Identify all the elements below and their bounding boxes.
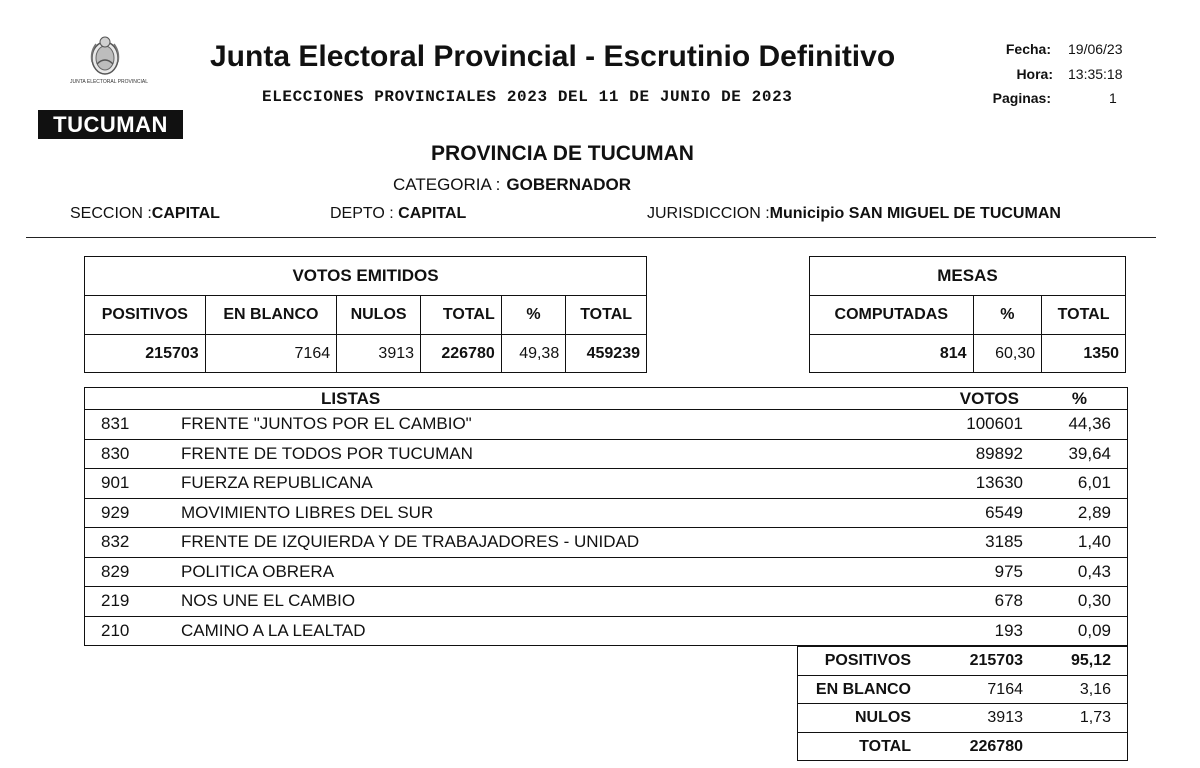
val-en-blanco: 7164: [205, 335, 336, 373]
listas-header-label: LISTAS: [321, 389, 381, 408]
fecha-label: Fecha:: [1005, 41, 1051, 57]
col-total-padron: TOTAL: [566, 296, 647, 335]
lista-number: 929: [101, 502, 130, 522]
lista-votos: 3185: [985, 532, 1023, 551]
page-subtitle: ELECCIONES PROVINCIALES 2023 DEL 11 DE JUNIO DE 2023: [262, 88, 793, 106]
lista-votos: 13630: [975, 473, 1023, 492]
depto-label: DEPTO :: [330, 205, 394, 222]
lista-pct: 0,09: [1077, 620, 1111, 640]
jurisdiccion: [647, 205, 1061, 223]
lista-number: 210: [101, 620, 130, 640]
summary-pct: 3,16: [1079, 680, 1111, 698]
summary-pct: 95,12: [1070, 652, 1111, 669]
val-pct: 49,38: [501, 335, 566, 373]
col-mesas-total: TOTAL: [1042, 296, 1126, 335]
votos-emitidos-title: VOTOS EMITIDOS: [85, 257, 647, 296]
lista-name: NOS UNE EL CAMBIO: [181, 591, 356, 610]
lista-name: FUERZA REPUBLICANA: [181, 473, 373, 492]
table-row: [85, 499, 1127, 529]
summary-value: 3913: [987, 709, 1023, 726]
table-row: [85, 587, 1127, 617]
listas-table: [84, 387, 1128, 646]
col-nulos: NULOS: [337, 296, 421, 335]
col-en-blanco: EN BLANCO: [205, 296, 336, 335]
votos-header-label: VOTOS: [959, 389, 1019, 408]
categoria-value: GOBERNADOR: [506, 175, 632, 194]
summary-label: POSITIVOS: [824, 652, 911, 669]
junta-electoral-logo: [70, 34, 148, 85]
val-computadas: 814: [810, 335, 974, 373]
summary-row-nulos: [798, 704, 1127, 733]
val-total-padron: 459239: [566, 335, 647, 373]
lista-votos: 678: [994, 591, 1023, 610]
summary-row-positivos: [798, 647, 1127, 676]
lista-pct: 1,40: [1077, 532, 1111, 551]
jurisdiccion-label: JURISDICCION :: [647, 205, 770, 222]
hora-label: Hora:: [1016, 66, 1053, 82]
lista-votos: 6549: [985, 502, 1023, 522]
col-mesas-pct: %: [973, 296, 1042, 335]
lista-pct: 0,43: [1077, 561, 1111, 581]
val-nulos: 3913: [337, 335, 421, 373]
lista-name: CAMINO A LA LEALTAD: [181, 620, 366, 640]
lista-name: FRENTE DE IZQUIERDA Y DE TRABAJADORES - UNIDAD: [181, 532, 640, 551]
summary-row-total: [798, 733, 1127, 761]
summary-value: 226780: [969, 737, 1023, 755]
mesas-title: MESAS: [810, 257, 1126, 296]
summary-row-en-blanco: [798, 676, 1127, 705]
lista-pct: 6,01: [1077, 473, 1111, 492]
lista-votos: 100601: [966, 414, 1023, 433]
categoria-label: CATEGORIA :: [393, 175, 501, 194]
col-positivos: POSITIVOS: [85, 296, 206, 335]
summary-label: EN BLANCO: [815, 680, 911, 698]
lista-number: 901: [101, 473, 130, 492]
summary-pct: 1,73: [1079, 709, 1111, 726]
val-total: 226780: [421, 335, 502, 373]
table-row: [85, 469, 1127, 499]
summary-value: 7164: [987, 680, 1023, 698]
col-computadas: COMPUTADAS: [810, 296, 974, 335]
listas-header: [85, 388, 1127, 410]
summary-value: 215703: [969, 652, 1023, 669]
depto-value: CAPITAL: [398, 205, 467, 222]
lista-number: 832: [101, 532, 130, 551]
fecha-value: 19/06/23: [1068, 41, 1123, 57]
seccion-value: CAPITAL: [151, 205, 220, 222]
page-title: Junta Electoral Provincial - Escrutinio Definitivo: [210, 40, 896, 73]
paginas-label: Paginas:: [992, 90, 1051, 106]
lista-number: 219: [101, 591, 130, 610]
votos-emitidos-table: [84, 256, 647, 373]
provincia-heading: PROVINCIA DE TUCUMAN: [431, 142, 694, 165]
lista-votos: 975: [994, 561, 1023, 581]
lista-name: POLITICA OBRERA: [181, 561, 335, 581]
depto: [330, 205, 466, 223]
table-row: [85, 558, 1127, 588]
seccion: [70, 205, 220, 223]
coat-of-arms-icon: [88, 34, 122, 78]
val-positivos: 215703: [85, 335, 206, 373]
divider: [26, 237, 1156, 238]
lista-votos: 89892: [975, 443, 1023, 463]
paginas-value: 1: [1109, 90, 1117, 106]
table-row: [85, 617, 1127, 646]
col-pct: %: [501, 296, 566, 335]
summary-label: TOTAL: [859, 737, 911, 755]
jurisdiccion-value: Municipio SAN MIGUEL DE TUCUMAN: [769, 205, 1061, 222]
lista-pct: 44,36: [1068, 414, 1111, 433]
lista-number: 830: [101, 443, 130, 463]
categoria: [393, 175, 631, 195]
lista-number: 829: [101, 561, 130, 581]
lista-votos: 193: [994, 620, 1023, 640]
summary-table: [797, 646, 1128, 761]
province-badge: TUCUMAN: [38, 110, 183, 139]
hora-value: 13:35:18: [1068, 66, 1123, 82]
val-mesas-pct: 60,30: [973, 335, 1042, 373]
lista-name: FRENTE DE TODOS POR TUCUMAN: [181, 443, 473, 463]
lista-pct: 2,89: [1077, 502, 1111, 522]
lista-name: MOVIMIENTO LIBRES DEL SUR: [181, 502, 434, 522]
table-row: [85, 528, 1127, 558]
val-mesas-total: 1350: [1042, 335, 1126, 373]
seccion-label: SECCION :: [70, 205, 152, 222]
lista-name: FRENTE "JUNTOS POR EL CAMBIO": [181, 414, 472, 433]
table-row: [85, 440, 1127, 470]
logo-text: JUNTA ELECTORAL PROVINCIAL: [70, 79, 148, 85]
col-total: TOTAL: [421, 296, 502, 335]
lista-pct: 39,64: [1068, 443, 1111, 463]
summary-label: NULOS: [855, 709, 911, 726]
pct-header-label: %: [1071, 389, 1087, 408]
mesas-table: [809, 256, 1126, 373]
table-row: [85, 410, 1127, 440]
lista-number: 831: [101, 414, 130, 433]
lista-pct: 0,30: [1077, 591, 1111, 610]
